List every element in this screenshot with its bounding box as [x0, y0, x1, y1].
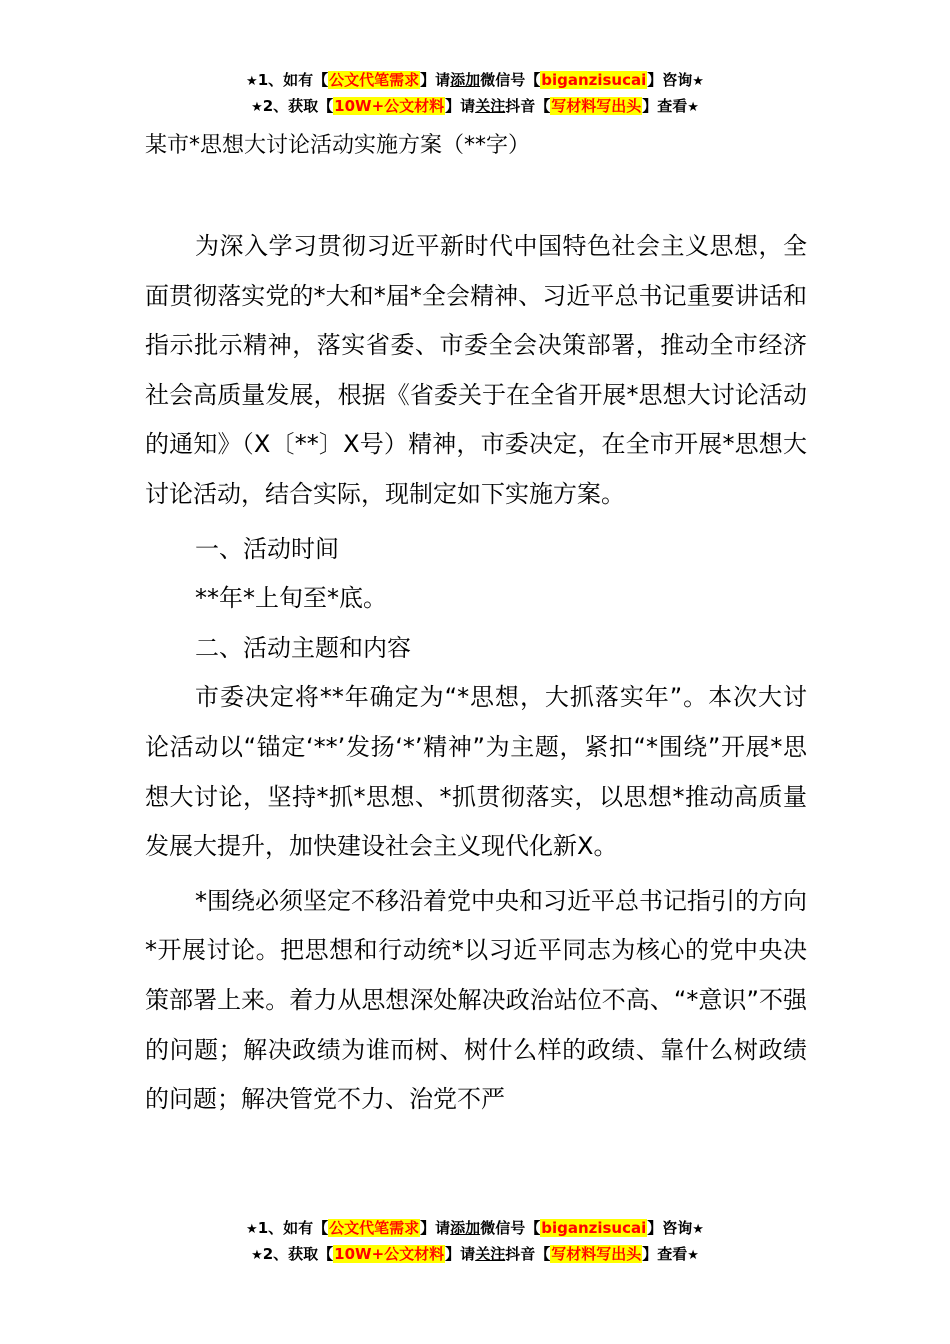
promo-text: 抖音【: [505, 97, 551, 115]
promo-text: 微信号【: [480, 1219, 541, 1237]
promo-text: 】请: [445, 97, 476, 115]
promo-highlight: 写材料写出头: [551, 97, 642, 115]
promo-highlight: 公文代笔需求: [329, 71, 420, 89]
promo-text: 1、如有【: [257, 1219, 329, 1237]
promo-highlight: biganzisucai: [541, 71, 647, 89]
promo-underlined: 添加: [450, 71, 481, 89]
promo-underlined: 关注: [475, 97, 506, 115]
section-heading: 一、活动时间: [195, 534, 339, 563]
promo-line-2: [0, 94, 950, 120]
star-icon: ★: [251, 1248, 263, 1263]
promo-underlined: 关注: [475, 1245, 506, 1263]
promo-underlined: 添加: [450, 1219, 481, 1237]
star-icon: ★: [246, 74, 258, 89]
promo-text: 】查看: [642, 1245, 688, 1263]
star-icon: ★: [687, 100, 699, 115]
star-icon: ★: [692, 1222, 704, 1237]
body-paragraph: *围绕必须坚定不移沿着党中央和习近平总书记指引的方向*开展讨论。把思想和行动统*以习近平同志为核心的党中央决策部署上来。着力从思想深处解决政治站位不高、“*意识”不强的问题；解决政绩为谁而树、树什么样的政绩、靠什么树政绩的问题；解决管党不力、治党不严: [145, 886, 807, 1114]
promo-line-2: [0, 1242, 950, 1268]
promo-text: 】请: [445, 1245, 476, 1263]
header-promo-banner: [0, 68, 950, 120]
document-body: [145, 222, 807, 1125]
section-heading: 二、活动主题和内容: [195, 633, 411, 662]
promo-highlight: 写材料写出头: [551, 1245, 642, 1263]
intro-paragraph: 为深入学习贯彻习近平新时代中国特色社会主义思想，全面贯彻落实党的*大和*届*全会精神、习近平总书记重要讲话和指示批示精神，落实省委、市委全会决策部署，推动全市经济社会高质量发展，根据《省委关于在全省开展*思想大讨论活动的通知》（X〔**〕X号）精神，市委决定，在全市开展*思想大讨论活动，结合实际，现制定如下实施方案。: [145, 232, 807, 508]
footer-promo-banner: [0, 1216, 950, 1268]
promo-text: 2、获取【: [262, 1245, 334, 1263]
promo-line-1: [0, 1216, 950, 1242]
promo-text: 1、如有【: [257, 71, 329, 89]
star-icon: ★: [687, 1248, 699, 1263]
promo-text: 微信号【: [480, 71, 541, 89]
promo-text: 2、获取【: [262, 97, 334, 115]
promo-highlight: 10W+公文材料: [334, 97, 445, 115]
promo-text: 】请: [420, 71, 451, 89]
document-title: 某市*思想大讨论活动实施方案（**字）: [145, 133, 531, 158]
promo-text: 】查看: [642, 97, 688, 115]
promo-text: 】咨询: [647, 1219, 693, 1237]
star-icon: ★: [246, 1222, 258, 1237]
promo-text: 抖音【: [505, 1245, 551, 1263]
promo-text: 】请: [420, 1219, 451, 1237]
promo-highlight: biganzisucai: [541, 1219, 647, 1237]
star-icon: ★: [251, 100, 263, 115]
promo-text: 】咨询: [647, 71, 693, 89]
body-paragraph: 市委决定将**年确定为“*思想，大抓落实年”。本次大讨论活动以“锚定‘**’发扬‘*’精神”为主题，紧扣“*围绕”开展*思想大讨论，坚持*抓*思想、*抓贯彻落实，以思想*推动高质量发展大提升，加快建设社会主义现代化新X。: [145, 683, 807, 861]
star-icon: ★: [692, 74, 704, 89]
promo-line-1: [0, 68, 950, 94]
body-paragraph: **年*上旬至*底。: [195, 584, 387, 613]
promo-highlight: 公文代笔需求: [329, 1219, 420, 1237]
promo-highlight: 10W+公文材料: [334, 1245, 445, 1263]
